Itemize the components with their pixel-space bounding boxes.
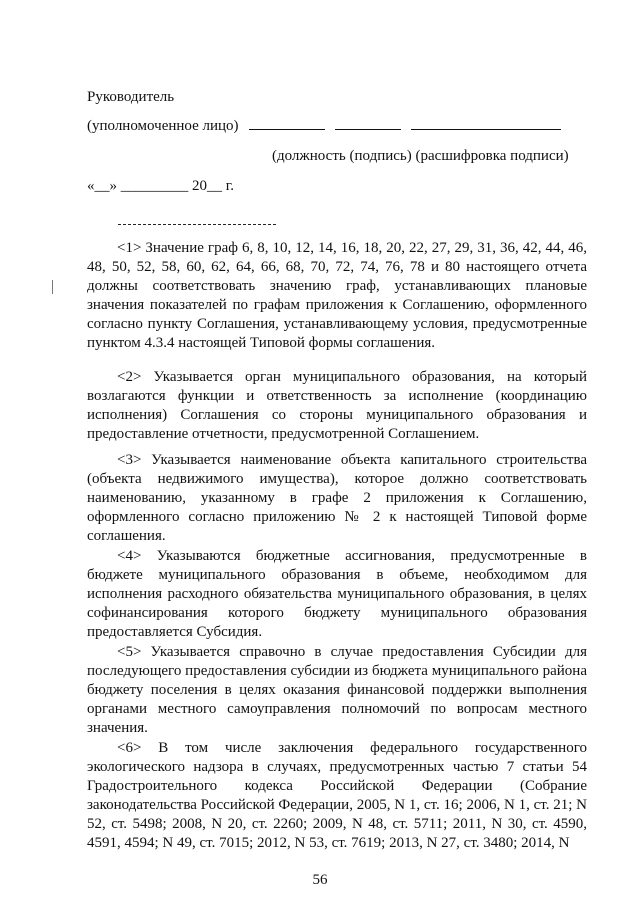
footnote-4-text: <4> Указываются бюджетные ассигнования, предусмотренные в бюджете муниципального образования в объеме, необходимом для исполнения расходного обязательства муниципального образования, в целях софинансирования которого бюджету муниципального образования предоставляется Субсидия. xyxy=(87,548,587,640)
footnote-6 xyxy=(87,739,587,853)
signature-line xyxy=(335,129,401,130)
signature-date xyxy=(87,177,234,196)
footnote-1-text: <1> Значение граф 6, 8, 10, 12, 14, 16, 18, 20, 22, 27, 29, 31, 36, 42, 44, 46, 48, 50, 52, 58, 60, 62, 64, 66, 68, 70, 72, 74, 76, 78 и 80 настоящего отчета должны соответствовать значению граф, устанавливающих плановые значения показателей по графам приложения к Соглашению, оформленного согласно пункту Соглашения, устанавливающему условия, предусмотренные пунктом 4.3.4 настоящей Типовой формы соглашения. xyxy=(87,240,587,351)
head-label: Руководитель xyxy=(87,89,175,105)
footnote-3 xyxy=(87,451,587,546)
footnote-6-text: <6> В том числе заключения федерального государственного экологического надзора в случаях, предусмотренных частью 7 статьи 54 Градостроительного кодекса Российской Федерации (Собрание законодательства Российской Федерации, 2005, N 1, ст. 16; 2006, N 1, ст. 21; N 52, ст. 5498; 2008, N 20, ст. 2260; 2009, N 48, ст. 5711; 2011, N 30, ст. 4590, 4591, 4594; N 49, ст. 7015; 2012, N 53, ст. 7619; 2013, N 27, ст. 3480; 2014, N xyxy=(87,740,587,851)
footnote-1 xyxy=(87,239,587,353)
footnote-3-text: <3> Указывается наименование объекта капитального строительства (объекта недвижимого имущества), которое должно соответствовать наименованию, указанному в графе 2 приложения к Соглашению, оформленного согласно приложению № 2 к настоящей Типовой форме соглашения. xyxy=(87,452,587,544)
date-month-blank: _________ xyxy=(120,178,189,194)
date-year-prefix: 20 xyxy=(192,178,207,194)
position-signature-line xyxy=(249,129,325,130)
footnote-2 xyxy=(87,368,587,444)
signature-captions: (должность (подпись) (расшифровка подписи) xyxy=(272,148,569,164)
footnote-4 xyxy=(87,547,587,642)
date-close-quote: » xyxy=(109,178,117,194)
page-number: 56 xyxy=(312,872,328,888)
name-decoding-signature-line xyxy=(411,129,561,130)
footnote-5-text: <5> Указывается справочно в случае предоставления Субсидии для последующего предоставления субсидии из бюджета муниципального района бюджету поселения в целях оказания финансовой поддержки выполнения органами местного самоуправления полномочий по вопросам местного значения. xyxy=(87,644,587,736)
authorized-person-label: (уполномоченное лицо) xyxy=(87,118,239,134)
scan-artifact xyxy=(52,280,53,294)
date-year-blank: __ xyxy=(207,178,222,194)
footnote-5 xyxy=(87,643,587,738)
date-open-quote: « xyxy=(87,178,95,194)
date-year-suffix: г. xyxy=(225,178,234,194)
footnote-2-text: <2> Указывается орган муниципального образования, на который возлагаются функции и ответственность за исполнение (координацию исполнения) Соглашения со стороны муниципального образования и предоставление отчетности, предусмотренной Соглашением. xyxy=(87,369,587,442)
date-day-blank: __ xyxy=(94,178,110,194)
footnote-separator xyxy=(118,224,276,225)
